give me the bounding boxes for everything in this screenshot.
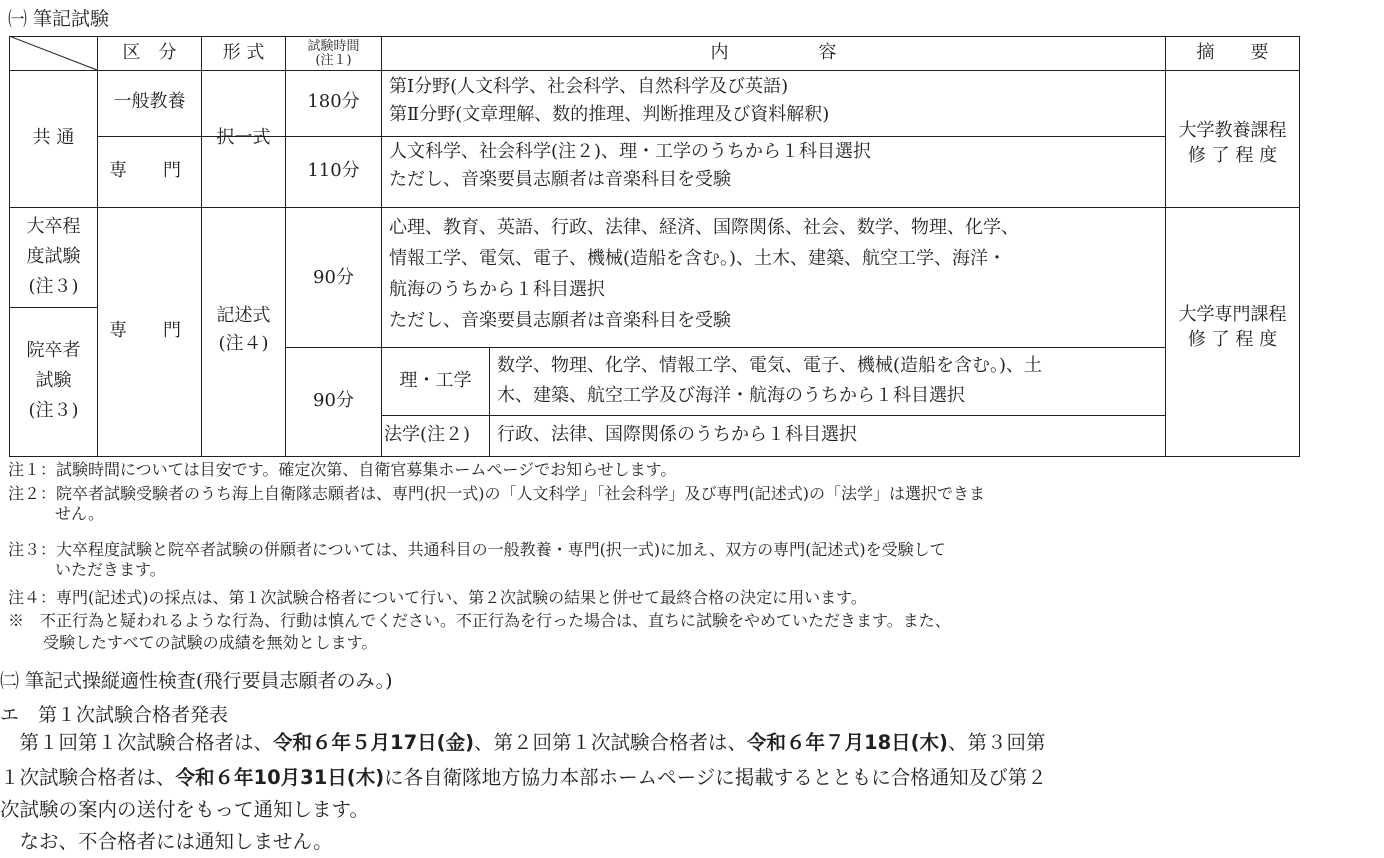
rikou-label: 理・工学 <box>399 370 472 391</box>
row-group-common: 共 通 <box>32 127 75 148</box>
section-heading-written-exam: ㈠ 筆記試験 <box>8 8 110 30</box>
content-daisotsu: 心理、教育、英語、行政、法律、経済、国際関係、社会、数学、物理、化学、 情報工学、電気、電子、機械(造船を含む。)、土木、建築、航空工学、海洋・ 航海のうちから１科目選択 ただし、音楽要員志願者は音楽科目を受験 <box>389 217 1019 331</box>
announce-line-2: １次試験合格者は、令和６年10月31日(木)に各自衛隊地方協力本部ホームページに掲載するとともに合格通知及び第２ <box>0 766 1047 789</box>
note-4: 注４：専門(記述式)の採点は、第１次試験合格者について行い、第２次試験の結果と併せて最終合格の決定に用います。 <box>8 588 867 607</box>
note-kome-cont: 受験したすべての試験の成績を無効とします。 <box>43 633 378 652</box>
kubun-ippan: 一般教養 <box>113 91 186 112</box>
announce-line-3: 次試験の案内の送付をもって通知します。 <box>0 798 369 821</box>
kubun-senmon-common: 専 門 <box>109 160 181 181</box>
format-written: 記述式 (注４) <box>216 305 271 354</box>
content-ippan: 第Ⅰ分野(人文科学、社会科学、自然科学及び英語) 第Ⅱ分野(文章理解、数的推理、判断推理及び資料解釈) <box>389 76 830 125</box>
section-heading-aptitude: ㈡ 筆記式操縦適性検査(飛行要員志願者のみ。) <box>0 670 393 692</box>
header-keishiki: 形 式 <box>222 42 265 63</box>
announce-line-1: 第１回第１次試験合格者は、令和６年５月17日(金)、第２回第１次試験合格者は、令和６年７月18日(木)、第３回第 <box>0 731 1046 754</box>
section-heading-results: エ 第１次試験合格者発表 <box>0 704 229 726</box>
format-choice: 択一式 <box>216 127 271 148</box>
header-tekiyou: 摘 要 <box>1196 42 1269 63</box>
kubun-senmon-special: 専 門 <box>109 320 181 341</box>
announce-line-4: なお、不合格者には通知しません。 <box>0 830 333 853</box>
note-3: 注３：大卒程度試験と院卒者試験の併願者については、共通科目の一般教養・専門(択一式)に加え、双方の専門(記述式)を受験して <box>8 540 946 559</box>
time-110: 110分 <box>307 160 360 181</box>
note-2: 注２：院卒者試験受験者のうち海上自衛隊志願者は、専門(択一式)の「人文科学」「社会科学」及び専門(記述式)の「法学」は選択できま <box>8 484 985 503</box>
hougaku-label: 法学(注２) <box>384 424 471 445</box>
time-90-a: 90分 <box>313 267 354 288</box>
content-senmon-common: 人文科学、社会科学(注２)、理・工学のうちから１科目選択 ただし、音楽要員志願者は音楽科目を受験 <box>389 141 872 190</box>
row-group-insotsu: 院卒者 試験 (注３) <box>26 340 81 421</box>
diagonal-corner-line <box>9 36 98 71</box>
header-naiyou: 内 容 <box>710 42 837 63</box>
note-2-cont: せん。 <box>55 504 104 523</box>
header-kubun: 区 分 <box>122 42 177 63</box>
header-time: 試験時間 (注１) <box>307 39 360 68</box>
rikou-content: 数学、物理、化学、情報工学、電気、電子、機械(造船を含む。)、土 木、建築、航空工学及び海洋・航海のうちから１科目選択 <box>497 355 1043 406</box>
note-kome: ※ 不正行為と疑われるような行為、行動は慎んでください。不正行為を行った場合は、直ちに試験をやめていただきます。また、 <box>8 611 951 630</box>
remark-special: 大学専門課程 修 了 程 度 <box>1178 304 1287 350</box>
row-group-daisotsu: 大卒程 度試験 (注３) <box>26 216 81 297</box>
time-180: 180分 <box>307 91 360 112</box>
note-1: 注１：試験時間については目安です。確定次第、自衛官募集ホームページでお知らせします。 <box>8 460 677 479</box>
exam-table <box>9 36 1300 457</box>
remark-common: 大学教養課程 修 了 程 度 <box>1178 120 1287 166</box>
note-3-cont: いただきます。 <box>55 560 166 579</box>
hougaku-content: 行政、法律、国際関係のうちから１科目選択 <box>497 424 857 445</box>
time-90-b: 90分 <box>313 390 354 411</box>
